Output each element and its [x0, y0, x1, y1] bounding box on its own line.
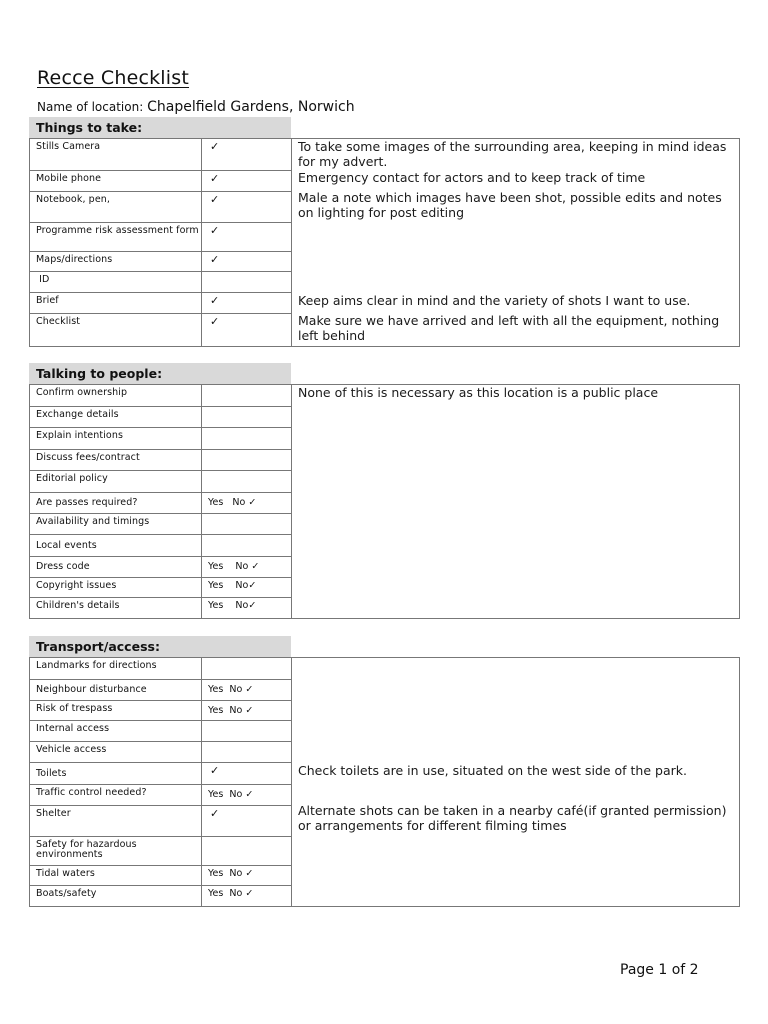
location-value: Chapelfield Gardens, Norwich [147, 99, 355, 115]
check-mark: ✓ [210, 315, 220, 328]
status-cell: Yes No✓ [208, 580, 257, 591]
status-cell [202, 658, 291, 679]
item-label: Internal access [30, 721, 202, 741]
things-to-take-section [29, 117, 740, 347]
transport-access-header: Transport/access: [29, 636, 291, 657]
status-cell [202, 428, 291, 449]
status-cell [202, 742, 291, 762]
table-row [30, 514, 291, 535]
note-text: None of this is necessary as this location is a public place [298, 385, 659, 400]
status-cell [202, 514, 291, 534]
table-row [30, 721, 291, 742]
item-label: Programme risk assessment form [30, 223, 202, 251]
note-text: Emergency contact for actors and to keep track of time [298, 170, 646, 185]
item-label: Discuss fees/contract [30, 450, 202, 470]
table-row [30, 886, 291, 906]
table-row [30, 742, 291, 763]
table-row [30, 493, 291, 514]
talking-to-people-section [29, 363, 740, 619]
transport-access-table [29, 657, 740, 907]
check-mark: ✓ [210, 253, 220, 266]
check-mark: ✓ [210, 807, 220, 820]
table-row [30, 598, 291, 618]
location-label: Name of location: [37, 100, 144, 114]
item-label: Tidal waters [30, 866, 202, 885]
item-label: Landmarks for directions [30, 658, 202, 679]
status-cell: Yes No ✓ [208, 705, 254, 716]
people-notes-column [292, 385, 739, 618]
item-label: Local events [30, 535, 202, 556]
table-row [30, 192, 291, 223]
things-notes-column [292, 139, 739, 346]
table-row [30, 272, 291, 293]
note-text: Make sure we have arrived and left with all the equipment, nothing left behind [298, 313, 720, 343]
status-cell [202, 450, 291, 470]
table-row [30, 785, 291, 806]
table-row [30, 763, 291, 785]
table-row [30, 385, 291, 407]
location-line [37, 99, 355, 115]
status-cell: Yes No ✓ [208, 789, 254, 800]
item-label: Toilets [30, 763, 202, 784]
table-row [30, 837, 291, 866]
item-label: Children's details [30, 598, 202, 618]
note-text: To take some images of the surrounding area, keeping in mind ideas for my advert. [298, 139, 727, 169]
note-text: Check toilets are in use, situated on the west side of the park. [298, 763, 687, 778]
item-label: Vehicle access [30, 742, 202, 762]
things-to-take-header: Things to take: [29, 117, 291, 138]
table-row [30, 658, 291, 680]
item-label: Exchange details [30, 407, 202, 427]
document-title: Recce Checklist [37, 67, 190, 89]
item-label: Dress code [30, 557, 202, 577]
item-label: Neighbour disturbance [30, 680, 202, 700]
note-text: Male a note which images have been shot, possible edits and notes on lighting for post editing [298, 190, 722, 220]
status-cell: Yes No ✓ [208, 497, 257, 508]
item-label: Editorial policy [30, 471, 202, 492]
check-mark: ✓ [210, 193, 220, 206]
table-row [30, 407, 291, 428]
item-label: Brief [30, 293, 202, 313]
item-label: Boats/safety [30, 886, 202, 906]
check-mark: ✓ [210, 764, 220, 777]
table-row [30, 535, 291, 557]
item-label: Traffic control needed? [30, 785, 202, 805]
status-cell [202, 385, 291, 406]
check-mark: ✓ [210, 140, 220, 153]
talking-to-people-header: Talking to people: [29, 363, 291, 384]
status-cell: Yes No ✓ [208, 684, 254, 695]
status-cell: Yes No ✓ [208, 561, 260, 572]
table-row [30, 557, 291, 578]
table-row [30, 680, 291, 701]
item-label: Mobile phone [30, 171, 202, 191]
item-label: Stills Camera [30, 139, 202, 170]
status-cell [202, 721, 291, 741]
item-label: Explain intentions [30, 428, 202, 449]
status-cell: Yes No✓ [208, 600, 257, 611]
things-to-take-table [29, 138, 740, 347]
table-row [30, 450, 291, 471]
table-row [30, 171, 291, 192]
item-label: ID [30, 272, 202, 292]
item-label: Maps/directions [30, 252, 202, 271]
table-row [30, 428, 291, 450]
item-label: Risk of trespass [30, 701, 202, 720]
status-cell [202, 535, 291, 556]
table-row [30, 252, 291, 272]
status-cell: Yes No ✓ [208, 888, 254, 899]
transport-left-column [30, 658, 292, 906]
table-row [30, 578, 291, 598]
page-number: Page 1 of 2 [620, 962, 699, 978]
status-cell [202, 837, 291, 865]
item-label: Copyright issues [30, 578, 202, 597]
item-label: Checklist [30, 314, 202, 346]
item-label: Availability and timings [30, 514, 202, 534]
status-cell [202, 407, 291, 427]
item-label: Notebook, pen, [30, 192, 202, 222]
table-row [30, 866, 291, 886]
table-row [30, 293, 291, 314]
item-label: Safety for hazardous environments [30, 837, 202, 865]
note-text: Keep aims clear in mind and the variety of shots I want to use. [298, 293, 691, 308]
check-mark: ✓ [210, 294, 220, 307]
item-label: Shelter [30, 806, 202, 836]
things-left-column [30, 139, 292, 346]
item-label: Confirm ownership [30, 385, 202, 406]
table-row [30, 223, 291, 252]
status-cell [202, 471, 291, 492]
check-mark: ✓ [210, 224, 220, 237]
transport-notes-column [292, 658, 739, 906]
people-left-column [30, 385, 292, 618]
table-row [30, 471, 291, 493]
table-row [30, 701, 291, 721]
talking-to-people-table [29, 384, 740, 619]
check-mark: ✓ [210, 172, 220, 185]
item-label: Are passes required? [30, 493, 202, 513]
transport-access-section [29, 636, 740, 907]
note-text: Alternate shots can be taken in a nearby café(if granted permission) or arrangements for different filming times [298, 803, 727, 833]
table-row [30, 314, 291, 346]
table-row [30, 139, 291, 171]
table-row [30, 806, 291, 837]
status-cell: Yes No ✓ [208, 868, 254, 879]
